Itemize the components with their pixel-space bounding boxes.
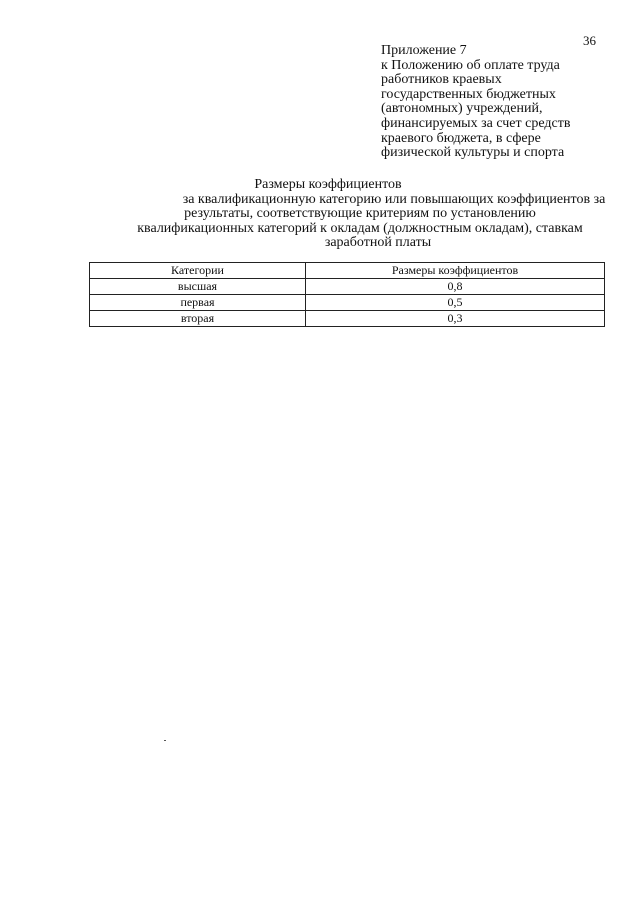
coefficient-cell: 0,3 [306, 311, 605, 327]
appendix-line: Приложение 7 [381, 43, 467, 58]
title-line: Размеры коэффициентов [254, 177, 402, 192]
appendix-line: (автономных) учреждений, [381, 101, 543, 117]
title-line: квалификационных категорий к окладам (должностным окладам), ставкам [137, 220, 583, 236]
coefficient-cell: 0,8 [306, 279, 605, 295]
category-cell: первая [90, 295, 306, 311]
coefficient-cell: 0,5 [306, 295, 605, 311]
category-cell: высшая [90, 279, 306, 295]
appendix-line: финансируемых за счет средств [381, 115, 571, 131]
document-title [60, 178, 640, 251]
page-number: 36 [583, 33, 596, 48]
table-row [90, 311, 605, 327]
appendix-line: к Положению об оплате труда [381, 57, 560, 73]
coefficients-table [89, 262, 605, 327]
table-row [90, 295, 605, 311]
scan-speck [164, 740, 166, 741]
appendix-line: государственных бюджетных [381, 86, 556, 102]
title-line: заработной платы [324, 235, 432, 250]
header-coefficients: Размеры коэффициентов [306, 263, 605, 279]
appendix-line: краевого бюджета, в сфере [381, 130, 541, 146]
appendix-line: физической культуры и спорта [381, 145, 565, 161]
category-cell: вторая [90, 311, 306, 327]
appendix-line: работников краевых [381, 72, 502, 88]
table-header-row [90, 263, 605, 279]
header-categories: Категории [90, 263, 306, 279]
title-line: за квалификационную категорию или повышающих коэффициентов за [182, 191, 606, 207]
title-line: результаты, соответствующие критериям по установлению [184, 206, 536, 221]
appendix-header [381, 44, 621, 161]
table-row [90, 279, 605, 295]
